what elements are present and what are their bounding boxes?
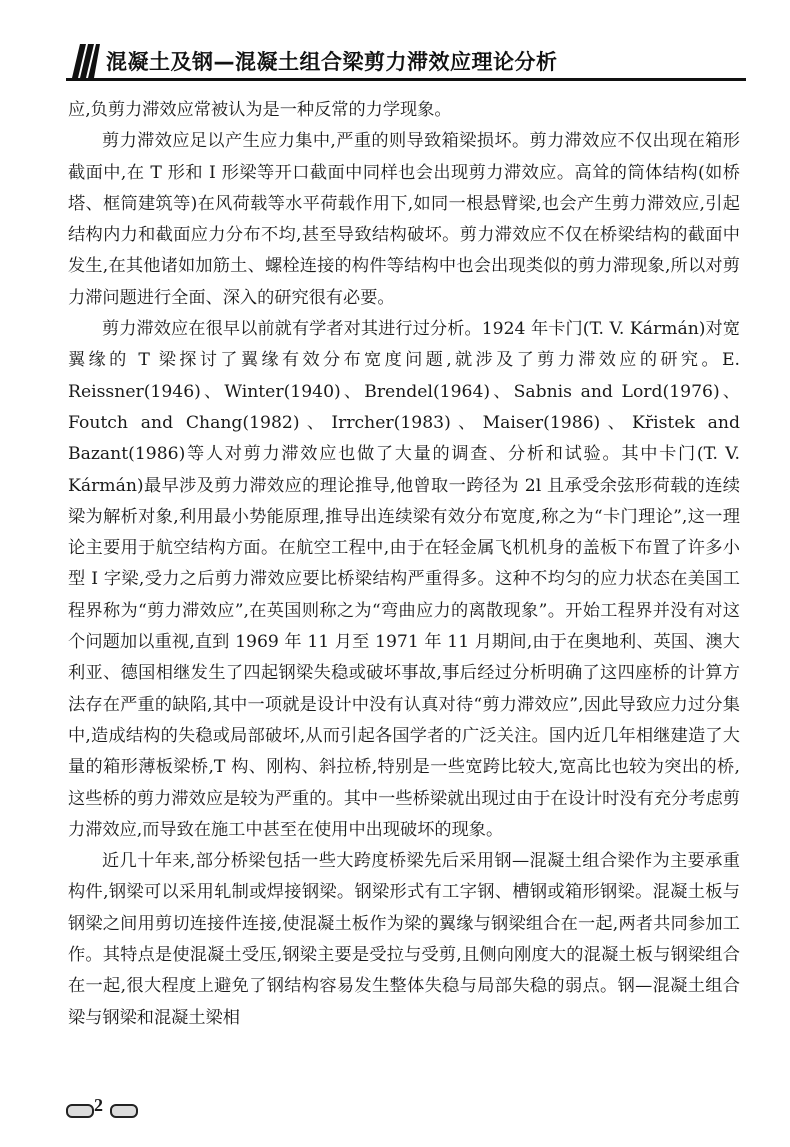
header-bars-icon	[66, 44, 100, 78]
footer-ornament-right-icon	[110, 1104, 138, 1118]
paragraph: 近几十年来,部分桥梁包括一些大跨度桥梁先后采用钢—混凝土组合梁作为主要承重构件,钢梁可以采用轧制或焊接钢梁。钢梁形式有工字钢、槽钢或箱形钢梁。混凝土板与钢梁之间用剪切连接件连接,使混凝土板作为梁的翼缘与钢梁组合在一起,两者共同参加工作。其特点是使混凝土受压,钢梁主要是受拉与受剪,且侧向刚度大的混凝土板与钢梁组合在一起,很大程度上避免了钢结构容易发生整体失稳与局部失稳的弱点。钢—混凝土组合梁与钢梁和混凝土梁相	[68, 851, 740, 1028]
body-text	[68, 95, 740, 1034]
paragraph-continuation: 应,负剪力滞效应常被认为是一种反常的力学现象。	[68, 100, 452, 120]
page-number: 2	[94, 1095, 103, 1115]
paragraph: 剪力滞效应足以产生应力集中,严重的则导致箱梁损坏。剪力滞效应不仅出现在箱形截面中,在 T 形和 I 形梁等开口截面中同样也会出现剪力滞效应。高耸的筒体结构(如桥塔、框筒建筑等)在风荷载等水平荷载作用下,如同一根悬臂梁,也会产生剪力滞效应,引起结构内力和截面应力分布不均,甚至导致结构破坏。剪力滞效应不仅在桥梁结构的截面中发生,在其他诸如加筋土、螺栓连接的构件等结构中也会出现类似的剪力滞现象,所以对剪力滞问题进行全面、深入的研究很有必要。	[68, 131, 740, 308]
header-rule	[66, 78, 746, 81]
paragraph: 剪力滞效应在很早以前就有学者对其进行过分析。1924 年卡门(T. V. Kármán)对宽翼缘的 T 梁探讨了翼缘有效分布宽度问题,就涉及了剪力滞效应的研究。E. Reissner(1946)、Winter(1940)、Brendel(1964)、Sabnis and Lord(1976)、Foutch and Chang(1982)、Irrcher(1983)、Maiser(1986)、Kr̆istek and Bazant(1986)等人对剪力滞效应也做了大量的调查、分析和试验。其中卡门(T. V. Kármán)最早涉及剪力滞效应的理论推导,他曾取一跨径为 2l 且承受余弦形荷载的连续梁为解析对象,利用最小势能原理,推导出连续梁有效分布宽度,称之为“卡门理论”,这一理论主要用于航空结构方面。在航空工程中,由于在轻金属飞机机身的盖板下布置了许多小型 I 字梁,受力之后剪力滞效应要比桥梁结构严重得多。这种不均匀的应力状态在美国工程界称为“剪力滞效应”,在英国则称之为“弯曲应力的离散现象”。开始工程界并没有对这个问题加以重视,直到 1969 年 11 月至 1971 年 11 月期间,由于在奥地利、英国、澳大利亚、德国相继发生了四起钢梁失稳或破坏事故,事后经过分析明确了这四座桥的计算方法存在严重的缺陷,其中一项就是设计中没有认真对待“剪力滞效应”,因此导致应力过分集中,造成结构的失稳或局部破坏,从而引起各国学者的广泛关注。国内近几年相继建造了大量的箱形薄板梁桥,T 构、刚构、斜拉桥,特别是一些宽跨比较大,宽高比也较为突出的桥,这些桥的剪力滞效应是较为严重的。其中一些桥梁就出现过由于在设计时没有充分考虑剪力滞效应,而导致在施工中甚至在使用中出现破坏的现象。	[68, 319, 740, 840]
footer-ornament-left-icon	[66, 1104, 94, 1118]
header-title: 混凝土及钢—混凝土组合梁剪力滞效应理论分析	[106, 50, 558, 74]
running-header	[66, 40, 746, 80]
